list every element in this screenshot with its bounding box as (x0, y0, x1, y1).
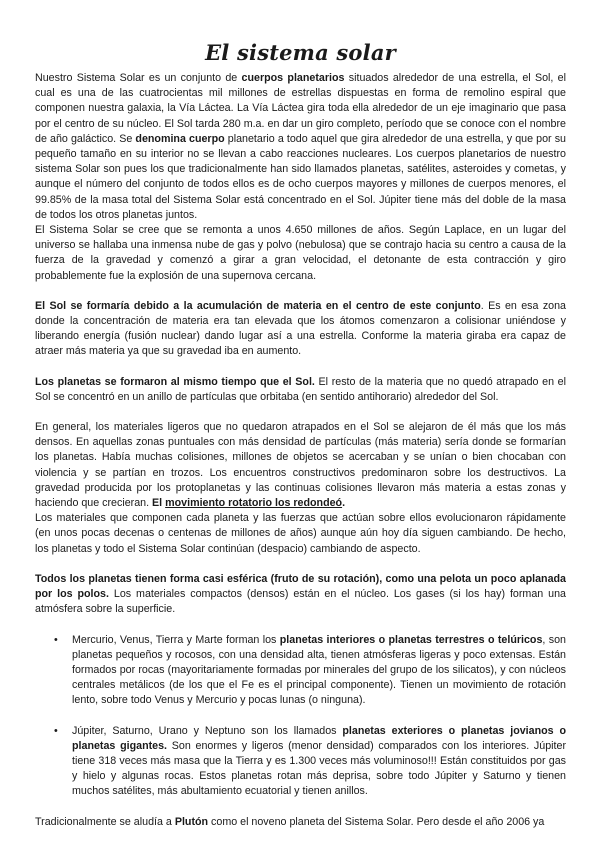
paragraph-planets-formation: Los planetas se formaron al mismo tiempo que el Sol. El resto de la materia que no quedó atrapado en el Sol se concentró en un anillo de partículas que orbitaba (en sentido antihorario) alrededor del Sol. (35, 375, 566, 403)
paragraph-materials: En general, los materiales ligeros que no quedaron atrapados en el Sol se alejaron de él más que los más densos. En aquellas zonas puntuales con más densidad de partículas (más materia) sería donde se formarían los planetas. Había muchas colisiones, millones de objetos se acercaban y se unían o bien chocaban con violencia y se partían en trozos. Los encuentros constructivos predominaron sobre los destructivos. La gravedad producida por los protoplanetas y las continuas colisiones llevaron más materia a estas zonas y haciendo que crecieran. El movimiento rotatorio los redondeó. (35, 421, 566, 510)
paragraph-shape: Todos los planetas tienen forma casi esférica (fruto de su rotación), como una pelota un poco aplanada por los polos. Los materiales compactos (densos) están en el núcleo. Los gases (si los hay) forman una atmósfera sobre la superficie. (35, 572, 566, 616)
planet-types-list (35, 633, 566, 800)
bold-term: planetas interiores o planetas terrestres o telúricos (279, 633, 543, 646)
bullet-icon: • (54, 633, 58, 646)
bold-statement: Los planetas se formaron al mismo tiempo que el Sol. (35, 375, 315, 388)
bold-term: Plutón (174, 815, 209, 828)
page-title: El sistema solar (205, 40, 396, 65)
paragraph-pluto: Tradicionalmente se aludía a Plutón como el noveno planeta del Sistema Solar. Pero desde el año 2006 ya (35, 815, 545, 828)
list-item-inner-planets: • Mercurio, Venus, Tierra y Marte forman los planetas interiores o planetas terrestres o telúricos, son planetas pequeños y rocosos, con una densidad alta, tienen atmósferas ligeras y poco extensas. Están formados por rocas (mayoritariamente formadas por minerales del grupo de los silicatos), y con núcleos centrales metálicos (de los que el Fe es el principal componente). Tienen un movimiento de rotación lento, sobre todo Venus y Mercurio y pocas lunas (o ninguna). (54, 633, 566, 707)
paragraph-evolution: Los materiales que componen cada planeta y las fuerzas que actúan sobre ellos evolucionaron rápidamente (en unos pocas decenas o centenas de millones de años) aunque aún hoy día siguen cambiando. De hecho, los planetas y todo el Sistema Solar continúan (despacio) cambiando de aspecto. (35, 512, 566, 555)
paragraph-sun-formation: El Sol se formaría debido a la acumulación de materia en el centro de este conjunto. Es en esa zona donde la concentración de materia era tan elevada que los átomos comenzaron a colisionar uniéndose y liberando energía (fusión nuclear) dando lugar así a una estrella. Conforme la materia giraba era capaz de atraer más materia ya que su gravedad iba en aumento. (35, 299, 566, 358)
bullet-icon: • (54, 724, 58, 737)
list-item-outer-planets: • Júpiter, Saturno, Urano y Neptuno son los llamados planetas exteriores o planetas jovianos o planetas gigantes. Son enormes y ligeros (menor densidad) comparados con los interiores. Júpiter tiene 318 veces más masa que la Tierra y es 1.300 veces más voluminoso!!! Están constituidos por gas y hielo y algunas rocas. Estos planetas rotan más deprisa, sobre todo Júpiter y Saturno y tienen muchos satélites, más abultamiento ecuatorial y tienen anillos. (54, 724, 566, 798)
bold-term: cuerpos planetarios (241, 72, 345, 84)
bold-statement: Todos los planetas tienen forma casi esférica (fruto de su rotación), como una pelota un poco aplanada por los polos. (35, 572, 566, 601)
paragraph-intro: Nuestro Sistema Solar es un conjunto de cuerpos planetarios situados alrededor de una estrella, el Sol, el cual es una de las cuatrocientas mil millones de estrellas dispuestas en forma de remolino espiral que componen nuestra galaxia, la Vía Láctea. La Vía Láctea gira toda ella alrededor de un eje imaginario que pasa por el centro de su núcleo. El Sol tarda 280 m.a. en dar un giro completo, período que se conoce con el nombre de año galáctico. Se denomina cuerpo planetario a todo aquel que gira alrededor de una estrella, y que por su pequeño tamaño en su interior no se llevan a cabo reacciones nucleares. Los cuerpos planetarios de nuestro sistema Solar son pues los que tradicionalmente han sido llamados planetas, satélites, asteroides y cometas, y aunque el número del conjunto de todos ellos es de ocho cuerpos mayores y millones de cuerpos menores, el 99.85% de la masa total del Sistema Solar está concentrado en el Sol. Júpiter tiene más del doble de la masa de todos los otros planetas juntos. (35, 72, 567, 221)
underlined-term: movimiento rotatorio los redondeó (165, 497, 343, 510)
bold-statement: El Sol se formaría debido a la acumulación de materia en el centro de este conjunto (35, 299, 481, 312)
paragraph-origin: El Sistema Solar se cree que se remonta a unos 4.650 millones de años. Según Laplace, en un lugar del universo se hallaba una inmensa nube de gas y polvo (nebulosa) que se contrajo hacia su centro a causa de la fuerza de la gravedad y comenzó a girar a gran velocidad, el detonante de esta contracción y giro probablemente fue la explosión de una supernova cercana. (35, 224, 566, 282)
bold-term: planetas exteriores o planetas jovianos o planetas gigantes. (72, 724, 566, 752)
bold-term: denomina cuerpo (135, 132, 225, 145)
